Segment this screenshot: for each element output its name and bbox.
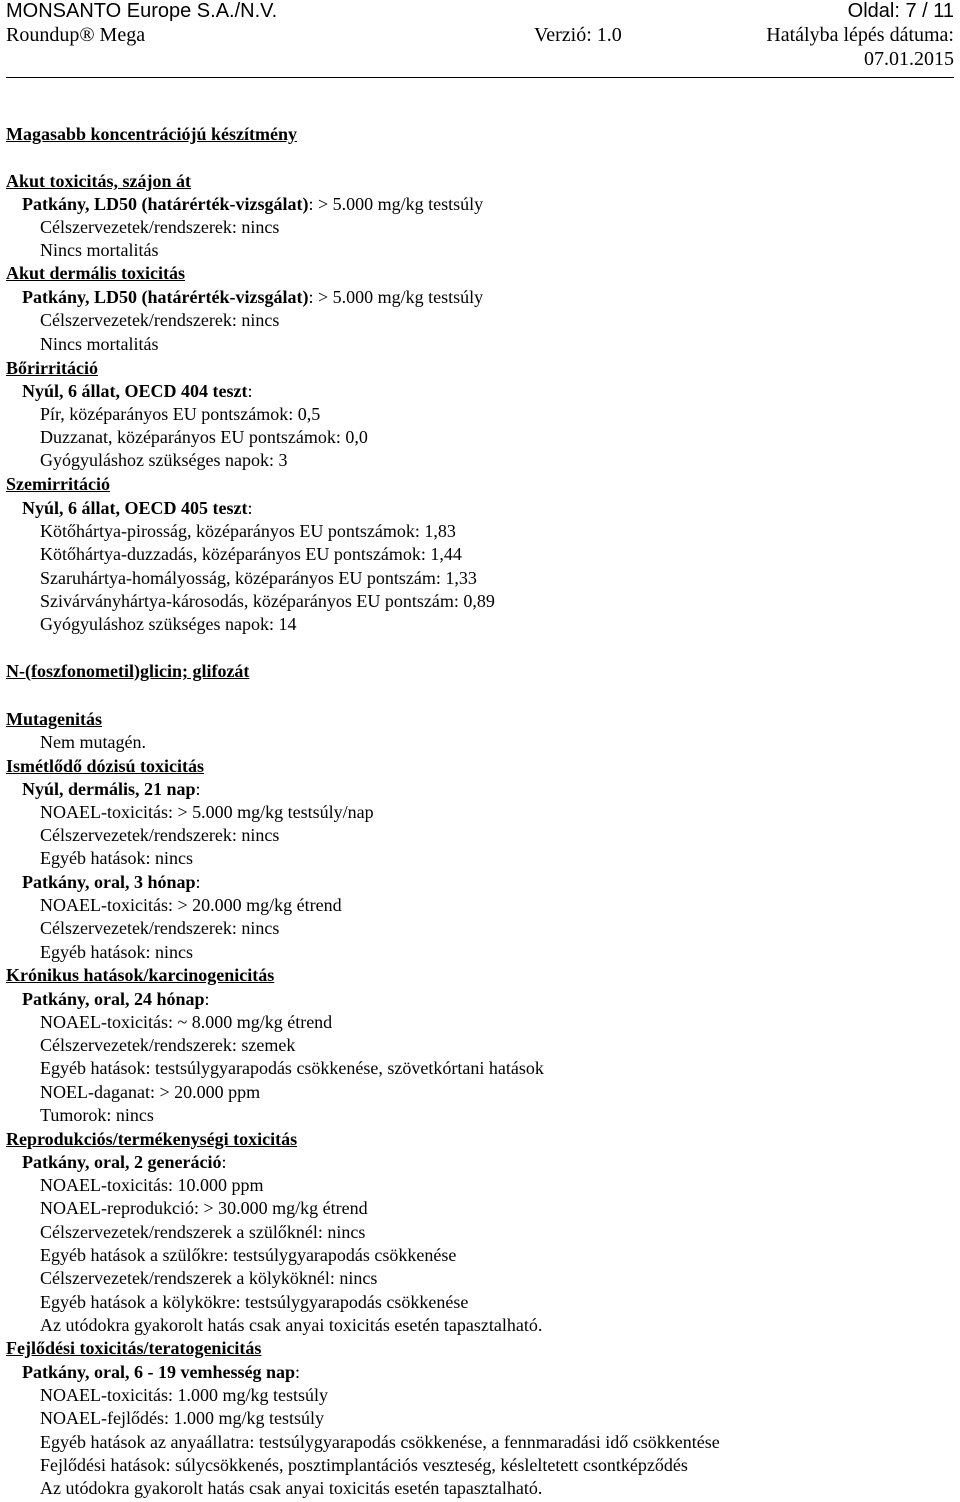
detail-line: Szaruhártya-homályosság, középarányos EU pontszám: 1,33 [40,568,477,588]
test-line [22,380,253,402]
header-divider [6,77,954,78]
detail-line: Célszervezetek/rendszerek: szemek [40,1035,296,1055]
detail-line: NOAEL-toxicitás: > 20.000 mg/kg étrend [40,895,342,915]
detail-line: Tumorok: nincs [40,1105,154,1125]
section-title: Krónikus hatások/karcinogenicitás [6,965,275,985]
test-line [22,497,253,519]
detail-line: NOAEL-reprodukció: > 30.000 mg/kg étrend [40,1198,368,1218]
test-subject: Nyúl, dermális, 21 nap [22,779,196,799]
header-row-3 [6,48,954,70]
detail-line: Egyéb hatások: nincs [40,848,193,868]
detail-line: Nem mutagén. [40,732,146,752]
test-value: : [195,779,201,799]
detail-line: Pír, középarányos EU pontszámok: 0,5 [40,404,321,424]
section-title: Akut toxicitás, szájon át [6,171,191,191]
detail-line: Egyéb hatások: nincs [40,942,193,962]
detail-line: Nincs mortalitás [40,334,159,354]
test-value: : [247,498,253,518]
test-subject: Patkány, oral, 6 - 19 vemhesség nap [22,1362,296,1382]
test-subject: Patkány, oral, 3 hónap [22,872,196,892]
section-title: Akut dermális toxicitás [6,263,185,283]
detail-line: Egyéb hatások az anyaállatra: testsúlygyarapodás csökkenése, a fennmaradási idő csökkentése [40,1432,720,1452]
test-subject: Nyúl, 6 állat, OECD 405 teszt [22,498,248,518]
detail-line: Egyéb hatások a kölykökre: testsúlygyarapodás csökkenése [40,1292,469,1312]
detail-line: Gyógyuláshoz szükséges napok: 3 [40,450,288,470]
effective-date: 07.01.2015 [864,48,954,70]
version-label: Verzió: 1.0 [534,24,622,46]
test-line [22,778,201,800]
page-number: Oldal: 7 / 11 [847,0,954,22]
detail-line: NOAEL-toxicitás: 1.000 mg/kg testsúly [40,1385,328,1405]
detail-line: NOAEL-toxicitás: 10.000 ppm [40,1175,264,1195]
detail-line: Duzzanat, középarányos EU pontszámok: 0,0 [40,427,368,447]
test-value: : [247,381,253,401]
detail-line: Célszervezetek/rendszerek: nincs [40,918,280,938]
detail-line: Célszervezetek/rendszerek a kölyköknél: nincs [40,1268,378,1288]
header-row-2 [6,24,954,46]
test-value: : > 5.000 mg/kg testsúly [308,287,484,307]
detail-line: NOEL-daganat: > 20.000 ppm [40,1082,261,1102]
detail-line: Célszervezetek/rendszerek a szülőknél: nincs [40,1222,366,1242]
test-line [22,1151,227,1173]
detail-line: Az utódokra gyakorolt hatás csak anyai toxicitás esetén tapasztalható. [40,1478,543,1498]
section-title: Magasabb koncentrációjú készítmény [6,124,297,144]
test-subject: Patkány, oral, 24 hónap [22,989,205,1009]
test-line [22,1361,300,1383]
detail-line: Célszervezetek/rendszerek: nincs [40,825,280,845]
detail-line: Célszervezetek/rendszerek: nincs [40,310,280,330]
test-value: : [295,1362,301,1382]
company-name: MONSANTO Europe S.A./N.V. [6,0,278,22]
detail-line: Az utódokra gyakorolt hatás csak anyai toxicitás esetén tapasztalható. [40,1315,543,1335]
detail-line: NOAEL-toxicitás: ~ 8.000 mg/kg étrend [40,1012,333,1032]
test-line [22,871,201,893]
detail-line: NOAEL-fejlődés: 1.000 mg/kg testsúly [40,1408,324,1428]
detail-line: NOAEL-toxicitás: > 5.000 mg/kg testsúly/nap [40,802,374,822]
detail-line: Egyéb hatások: testsúlygyarapodás csökkenése, szövetkórtani hatások [40,1058,544,1078]
detail-line: Szivárványhártya-károsodás, középarányos EU pontszám: 0,89 [40,591,495,611]
test-subject: Patkány, oral, 2 generáció [22,1152,222,1172]
test-value: : [204,989,210,1009]
test-line [22,193,483,215]
test-value: : [221,1152,227,1172]
product-name: Roundup® Mega [6,24,146,46]
detail-line: Kötőhártya-duzzadás, középarányos EU pontszámok: 1,44 [40,544,462,564]
section-title: Szemirritáció [6,474,110,494]
detail-line: Fejlődési hatások: súlycsökkenés, posztimplantációs veszteség, késleltetett csontképződés [40,1455,688,1475]
detail-line: Kötőhártya-pirosság, középarányos EU pontszámok: 1,83 [40,521,456,541]
detail-line: Egyéb hatások a szülőkre: testsúlygyarapodás csökkenése [40,1245,457,1265]
test-value: : > 5.000 mg/kg testsúly [308,194,484,214]
effective-date-label: Hatályba lépés dátuma: [766,24,954,46]
section-title: N-(foszfonometil)glicin; glifozát [6,661,250,681]
section-title: Fejlődési toxicitás/teratogenicitás [6,1338,262,1358]
test-line [22,988,210,1010]
detail-line: Gyógyuláshoz szükséges napok: 14 [40,614,297,634]
section-title: Reprodukciós/termékenységi toxicitás [6,1129,298,1149]
test-line [22,286,483,308]
test-value: : [195,872,201,892]
test-subject: Nyúl, 6 állat, OECD 404 teszt [22,381,248,401]
test-subject: Patkány, LD50 (határérték-vizsgálat) [22,287,309,307]
test-subject: Patkány, LD50 (határérték-vizsgálat) [22,194,309,214]
detail-line: Célszervezetek/rendszerek: nincs [40,217,280,237]
section-title: Ismétlődő dózisú toxicitás [6,756,204,776]
header-row-1 [6,0,954,22]
section-title: Bőrirritáció [6,358,98,378]
section-title: Mutagenitás [6,709,102,729]
detail-line: Nincs mortalitás [40,240,159,260]
